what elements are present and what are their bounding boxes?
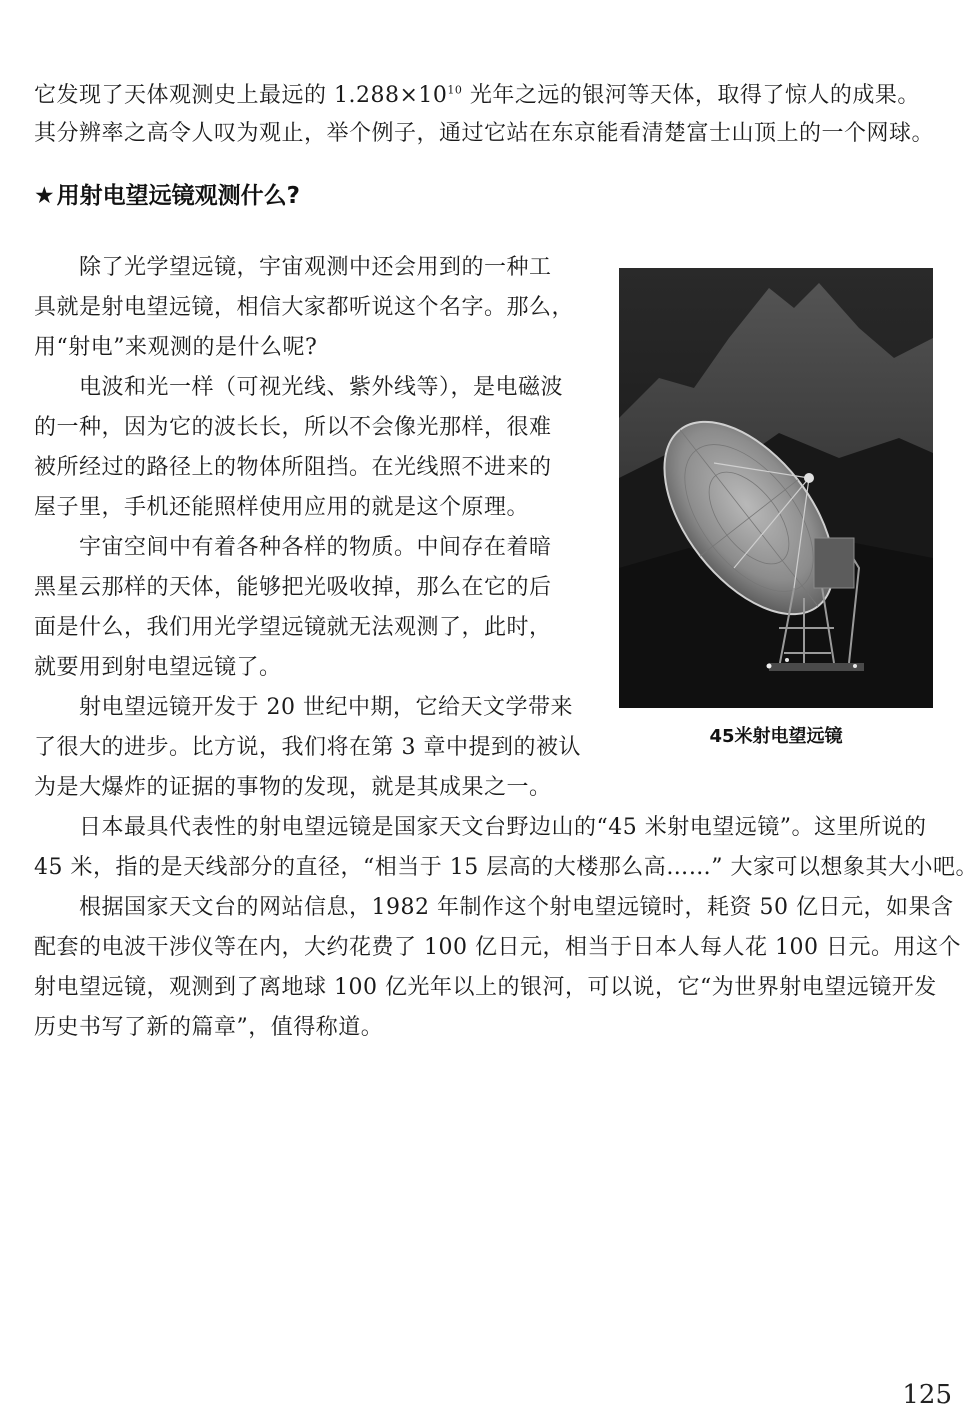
radio-telescope-icon: [619, 268, 933, 708]
body-line: 射电望远镜开发于 20 世纪中期，它给天文学带来: [34, 695, 573, 720]
body-line: 了很大的进步。比方说，我们将在第 3 章中提到的被认: [34, 735, 581, 760]
section-heading: [34, 176, 300, 216]
body-line: 除了光学望远镜，宇宙观测中还会用到的一种工: [34, 255, 552, 280]
body-line: 历史书写了新的篇章”，值得称道。: [34, 1015, 384, 1040]
body-line: 被所经过的路径上的物体所阻挡。在光线照不进来的: [34, 455, 552, 480]
star-icon: ★: [34, 183, 55, 209]
body-line: 用“射电”来观测的是什么呢?: [34, 335, 318, 360]
exponent: 10: [447, 83, 463, 97]
intro-line-2: 其分辨率之高令人叹为观止，举个例子，通过它站在东京能看清楚富士山顶上的一个网球。: [34, 121, 935, 146]
body-line: 电波和光一样（可视光线、紫外线等），是电磁波: [34, 375, 564, 400]
body-line: 屋子里，手机还能照样使用应用的就是这个原理。: [34, 495, 530, 520]
body-line: 黑星云那样的天体，能够把光吸收掉，那么在它的后: [34, 575, 552, 600]
figure-caption: 45米射电望远镜: [709, 726, 843, 747]
body-line: 为是大爆炸的证据的事物的发现，就是其成果之一。: [34, 775, 552, 800]
section-title: 用射电望远镜观测什么?: [56, 183, 300, 209]
body-line: 配套的电波干涉仪等在内，大约花费了 100 亿日元，相当于日本人每人花 100 日元。用这个: [34, 935, 961, 960]
body-line: 根据国家天文台的网站信息，1982 年制作这个射电望远镜时，耗资 50 亿日元，如果含: [34, 895, 954, 920]
body-line: 就要用到射电望远镜了。: [34, 655, 282, 680]
body-line: 射电望远镜，观测到了离地球 100 亿光年以上的银河，可以说，它“为世界射电望远镜开发: [34, 975, 937, 1000]
body-line: 的一种，因为它的波长长，所以不会像光那样，很难: [34, 415, 552, 440]
intro-line-1: 它发现了天体观测史上最远的 $1.288\times 10^{10}$ 光年之远的银河等天体，取得了惊人的成果。: [34, 83, 920, 108]
body-line: 日本最具代表性的射电望远镜是国家天文台野边山的“45 米射电望远镜”。这里所说的: [34, 815, 927, 840]
radio-telescope-photo: [619, 268, 933, 708]
body-line: 具就是射电望远镜，相信大家都听说这个名字。那么，: [34, 295, 575, 320]
page-number: 125: [902, 1380, 952, 1410]
body-line: 面是什么，我们用光学望远镜就无法观测了，此时，: [34, 615, 552, 640]
body-line: 宇宙空间中有着各种各样的物质。中间存在着暗: [34, 535, 552, 560]
body-line: 45 米，指的是天线部分的直径，“相当于 15 层高的大楼那么高……” 大家可以想象其大小吧。: [34, 855, 978, 880]
